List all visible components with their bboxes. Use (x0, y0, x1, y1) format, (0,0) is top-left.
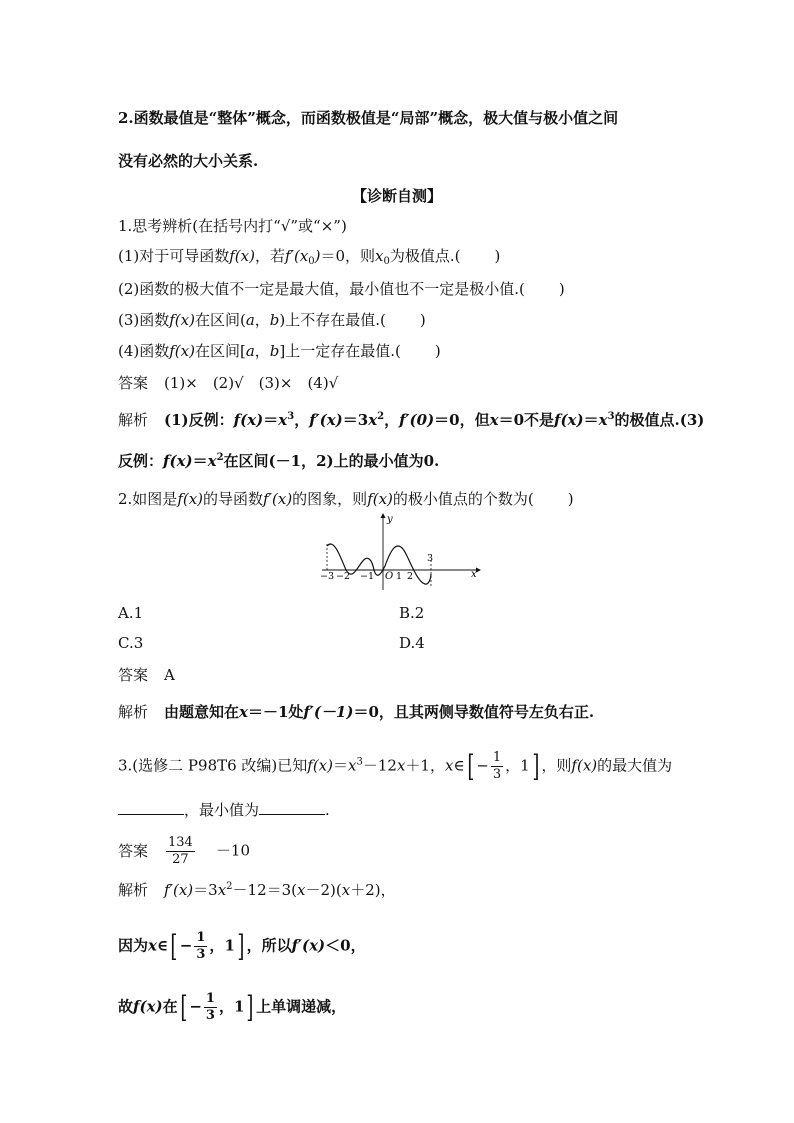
y-axis-arrow (381, 513, 386, 518)
q2-option-a: A.1 (118, 604, 144, 622)
tick-label-2: 2 (407, 571, 414, 582)
q3-stem-line-2: ，最小值为 . (118, 800, 330, 820)
q2-option-d: D.4 (399, 634, 425, 652)
q1-analysis-line-1: 解析 (1)反例：$f(x)=x^3$，$f'(x)=3x^2$，f′(0)＝0，但x＝0不是$f(x)=x^3$的极值点.(3) (118, 411, 705, 429)
y-axis-label: y (387, 514, 393, 525)
x-axis-arrow (476, 568, 481, 573)
intro-line-2: 没有必然的大小关系. (118, 152, 259, 170)
tick-label-neg1: −1 (360, 571, 375, 582)
analysis-label: 解析 (118, 411, 149, 429)
tick-label-1: 1 (396, 571, 403, 582)
q2-option-b: B.2 (399, 604, 425, 622)
q1-stem: 1.思考辨析(在括号内打“√”或“×”) (118, 217, 347, 235)
q1-item-3: (3)函数f(x)在区间(a，b)上不存在最值.( ) (118, 311, 426, 329)
q2-analysis: 解析 由题意知在x＝－1处f′(－1)＝0，且其两侧导数值符号左负右正. (118, 703, 595, 721)
tick-label-neg3: −3 (320, 571, 335, 582)
answer-label: 答案 (118, 666, 149, 684)
q2-answer: 答案 A (118, 666, 175, 684)
answer-max-fraction: $\frac{134}{27}$ (168, 835, 193, 867)
analysis-label: 解析 (118, 703, 149, 721)
answer-label: 答案 (118, 841, 149, 860)
tick-label-3: 3 (427, 553, 434, 564)
q2-option-c: C.3 (118, 634, 144, 652)
q1-item-4: (4)函数f(x)在区间[a，b]上一定存在最值.( ) (118, 342, 441, 360)
q2-stem: 2.如图是f(x)的导函数f′(x)的图象，则f(x)的极小值点的个数为( ) (118, 490, 574, 508)
derivative-graph (310, 508, 490, 592)
q3-analysis-line-1: 解析 $f'(x)=3x^2-12=3(x-2)(x+2)$， (118, 881, 396, 899)
section-title: 【诊断自测】 (351, 187, 442, 205)
q1-analysis-line-2: 反例：$f(x)=x^2$在区间(－1，2)上的最小值为0. (118, 452, 440, 470)
q1-answer: 答案 (1)× (2)√ (3)× (4)√ (118, 374, 339, 392)
answer-label: 答案 (118, 374, 149, 392)
answer-blank-max (118, 800, 184, 815)
q3-analysis-line-2: 因为x∈[ − $\frac{1}{3}$ ，1] ，所以f′(x)＜0， (118, 928, 366, 964)
x-axis-label: x (471, 569, 477, 580)
q1-item-1: (1)对于可导函数f(x)，若$f'(x_0)=0$，则$x_0$为极值点.( ) (118, 247, 501, 267)
q1-item-2: (2)函数的极大值不一定是最大值，最小值也不一定是极小值.( ) (118, 280, 565, 298)
origin-label: O (385, 571, 394, 582)
tick-label-neg2: −2 (336, 571, 351, 582)
q3-stem: 3.(选修二 P98T6 改编)已知$f(x)=x^3-12x+1$，x∈[ − $\frac{1}{3}$ ，1] ，则f(x)的最大值为 (118, 748, 673, 784)
analysis-label: 解析 (118, 881, 149, 899)
answer-blank-min (259, 800, 325, 815)
q3-analysis-line-3: 故f(x)在[ − $\frac{1}{3}$ ，1] 上单调递减， (118, 989, 347, 1025)
intro-line-1: 2.函数最值是“整体”概念，而函数极值是“局部”概念，极大值与极小值之间 (118, 109, 619, 127)
q3-answer: 答案 $\frac{134}{27}$ －10 (118, 835, 251, 867)
